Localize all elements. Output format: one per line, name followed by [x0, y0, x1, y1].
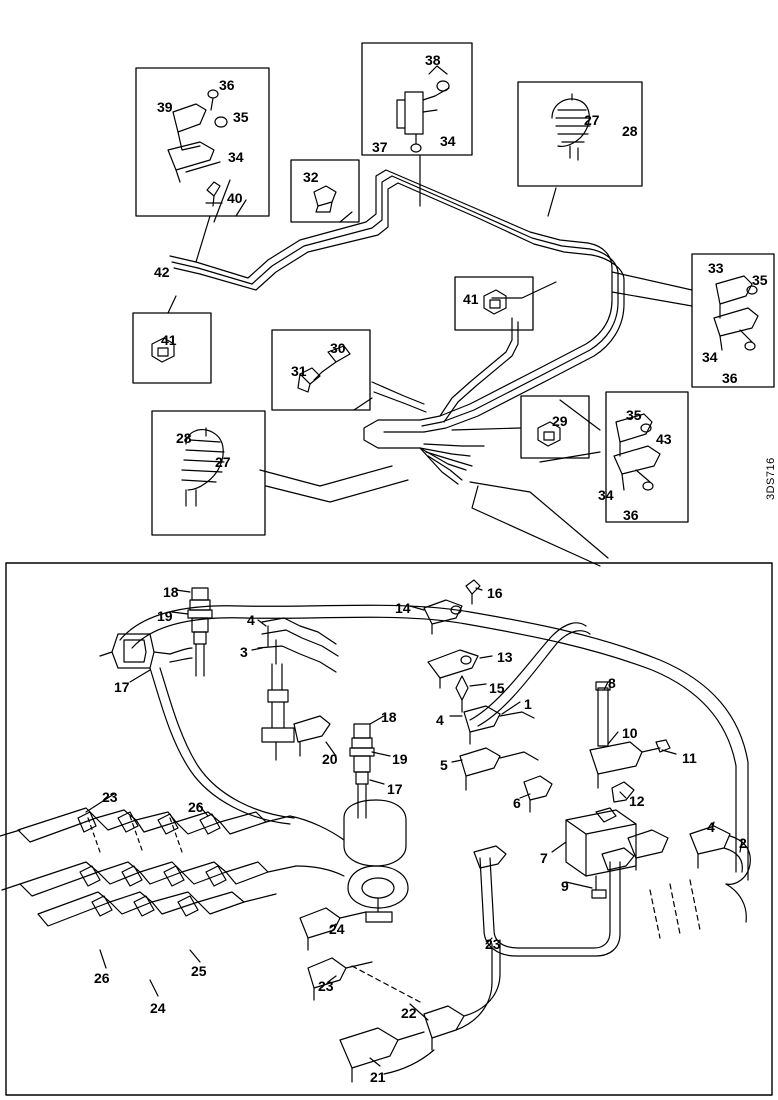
callout-8: 8	[608, 675, 616, 691]
callout-34-box43: 34	[598, 487, 614, 503]
callout-14: 14	[395, 600, 411, 616]
callout-40: 40	[227, 190, 243, 206]
callout-21: 21	[370, 1069, 386, 1085]
callout-3: 3	[240, 644, 248, 660]
callout-27: 27	[584, 112, 600, 128]
callout-26-upper: 26	[188, 799, 204, 815]
callout-24-lower: 24	[150, 1000, 166, 1016]
callout-13: 13	[497, 649, 513, 665]
callout-5: 5	[440, 757, 448, 773]
callout-23-upper-left: 23	[102, 789, 118, 805]
callout-33: 33	[708, 260, 724, 276]
callout-23-mid: 23	[485, 936, 501, 952]
callout-7: 7	[540, 850, 548, 866]
callout-15: 15	[489, 680, 505, 696]
callout-1: 1	[524, 696, 532, 712]
detail-content-nut-41-mid	[484, 290, 506, 314]
callout-18-top: 18	[163, 584, 179, 600]
callout-2: 2	[739, 835, 747, 851]
callout-11: 11	[682, 750, 697, 766]
callout-34-box38: 34	[440, 133, 456, 149]
callout-16: 16	[487, 585, 503, 601]
callout-19-mid: 19	[392, 751, 408, 767]
callout-41-left: 41	[161, 332, 177, 348]
callout-36-box43: 36	[623, 507, 639, 523]
detail-content-clamp-group-3	[614, 414, 660, 490]
callout-32: 32	[303, 169, 319, 185]
callout-20: 20	[322, 751, 338, 767]
callout-4-mid: 4	[436, 712, 444, 728]
callout-4-top: 4	[247, 612, 255, 628]
lower-assembly-drawing	[0, 580, 750, 1085]
callout-10: 10	[622, 725, 638, 741]
callout-27-lower: 27	[215, 454, 231, 470]
callout-34-box33: 34	[702, 349, 718, 365]
detail-content-clip-32	[314, 186, 336, 212]
callout-35: 35	[233, 109, 249, 125]
callout-4-right: 4	[707, 819, 715, 835]
callout-18-mid: 18	[381, 709, 397, 725]
callout-41-mid: 41	[463, 291, 479, 307]
callout-37: 37	[372, 139, 388, 155]
callout-36: 36	[219, 77, 235, 93]
callout-24-mid: 24	[329, 921, 345, 937]
drawing-code: 3DS716	[765, 457, 777, 500]
callout-29: 29	[552, 413, 568, 429]
callout-23-lower: 23	[318, 978, 334, 994]
callout-17-mid: 17	[387, 781, 403, 797]
callout-12: 12	[629, 793, 645, 809]
callout-42: 42	[154, 264, 170, 280]
upper-fuel-lines	[168, 156, 692, 566]
callout-28-lower: 28	[176, 430, 192, 446]
callout-35-box33: 35	[752, 272, 768, 288]
callout-38: 38	[425, 52, 441, 68]
callout-36-box33: 36	[722, 370, 738, 386]
callout-25: 25	[191, 963, 207, 979]
callout-9: 9	[561, 878, 569, 894]
callout-28: 28	[622, 123, 638, 139]
callout-34: 34	[228, 149, 244, 165]
callout-17-left: 17	[114, 679, 130, 695]
callout-30: 30	[330, 340, 346, 356]
callout-26-lower: 26	[94, 970, 110, 986]
callout-39: 39	[157, 99, 173, 115]
callout-6: 6	[513, 795, 521, 811]
callout-19-top: 19	[157, 608, 173, 624]
callout-43: 43	[656, 431, 672, 447]
callout-31: 31	[291, 363, 307, 379]
callout-35-box43: 35	[626, 407, 642, 423]
detail-content-clamp-group-1	[168, 90, 227, 206]
callout-22: 22	[401, 1005, 417, 1021]
